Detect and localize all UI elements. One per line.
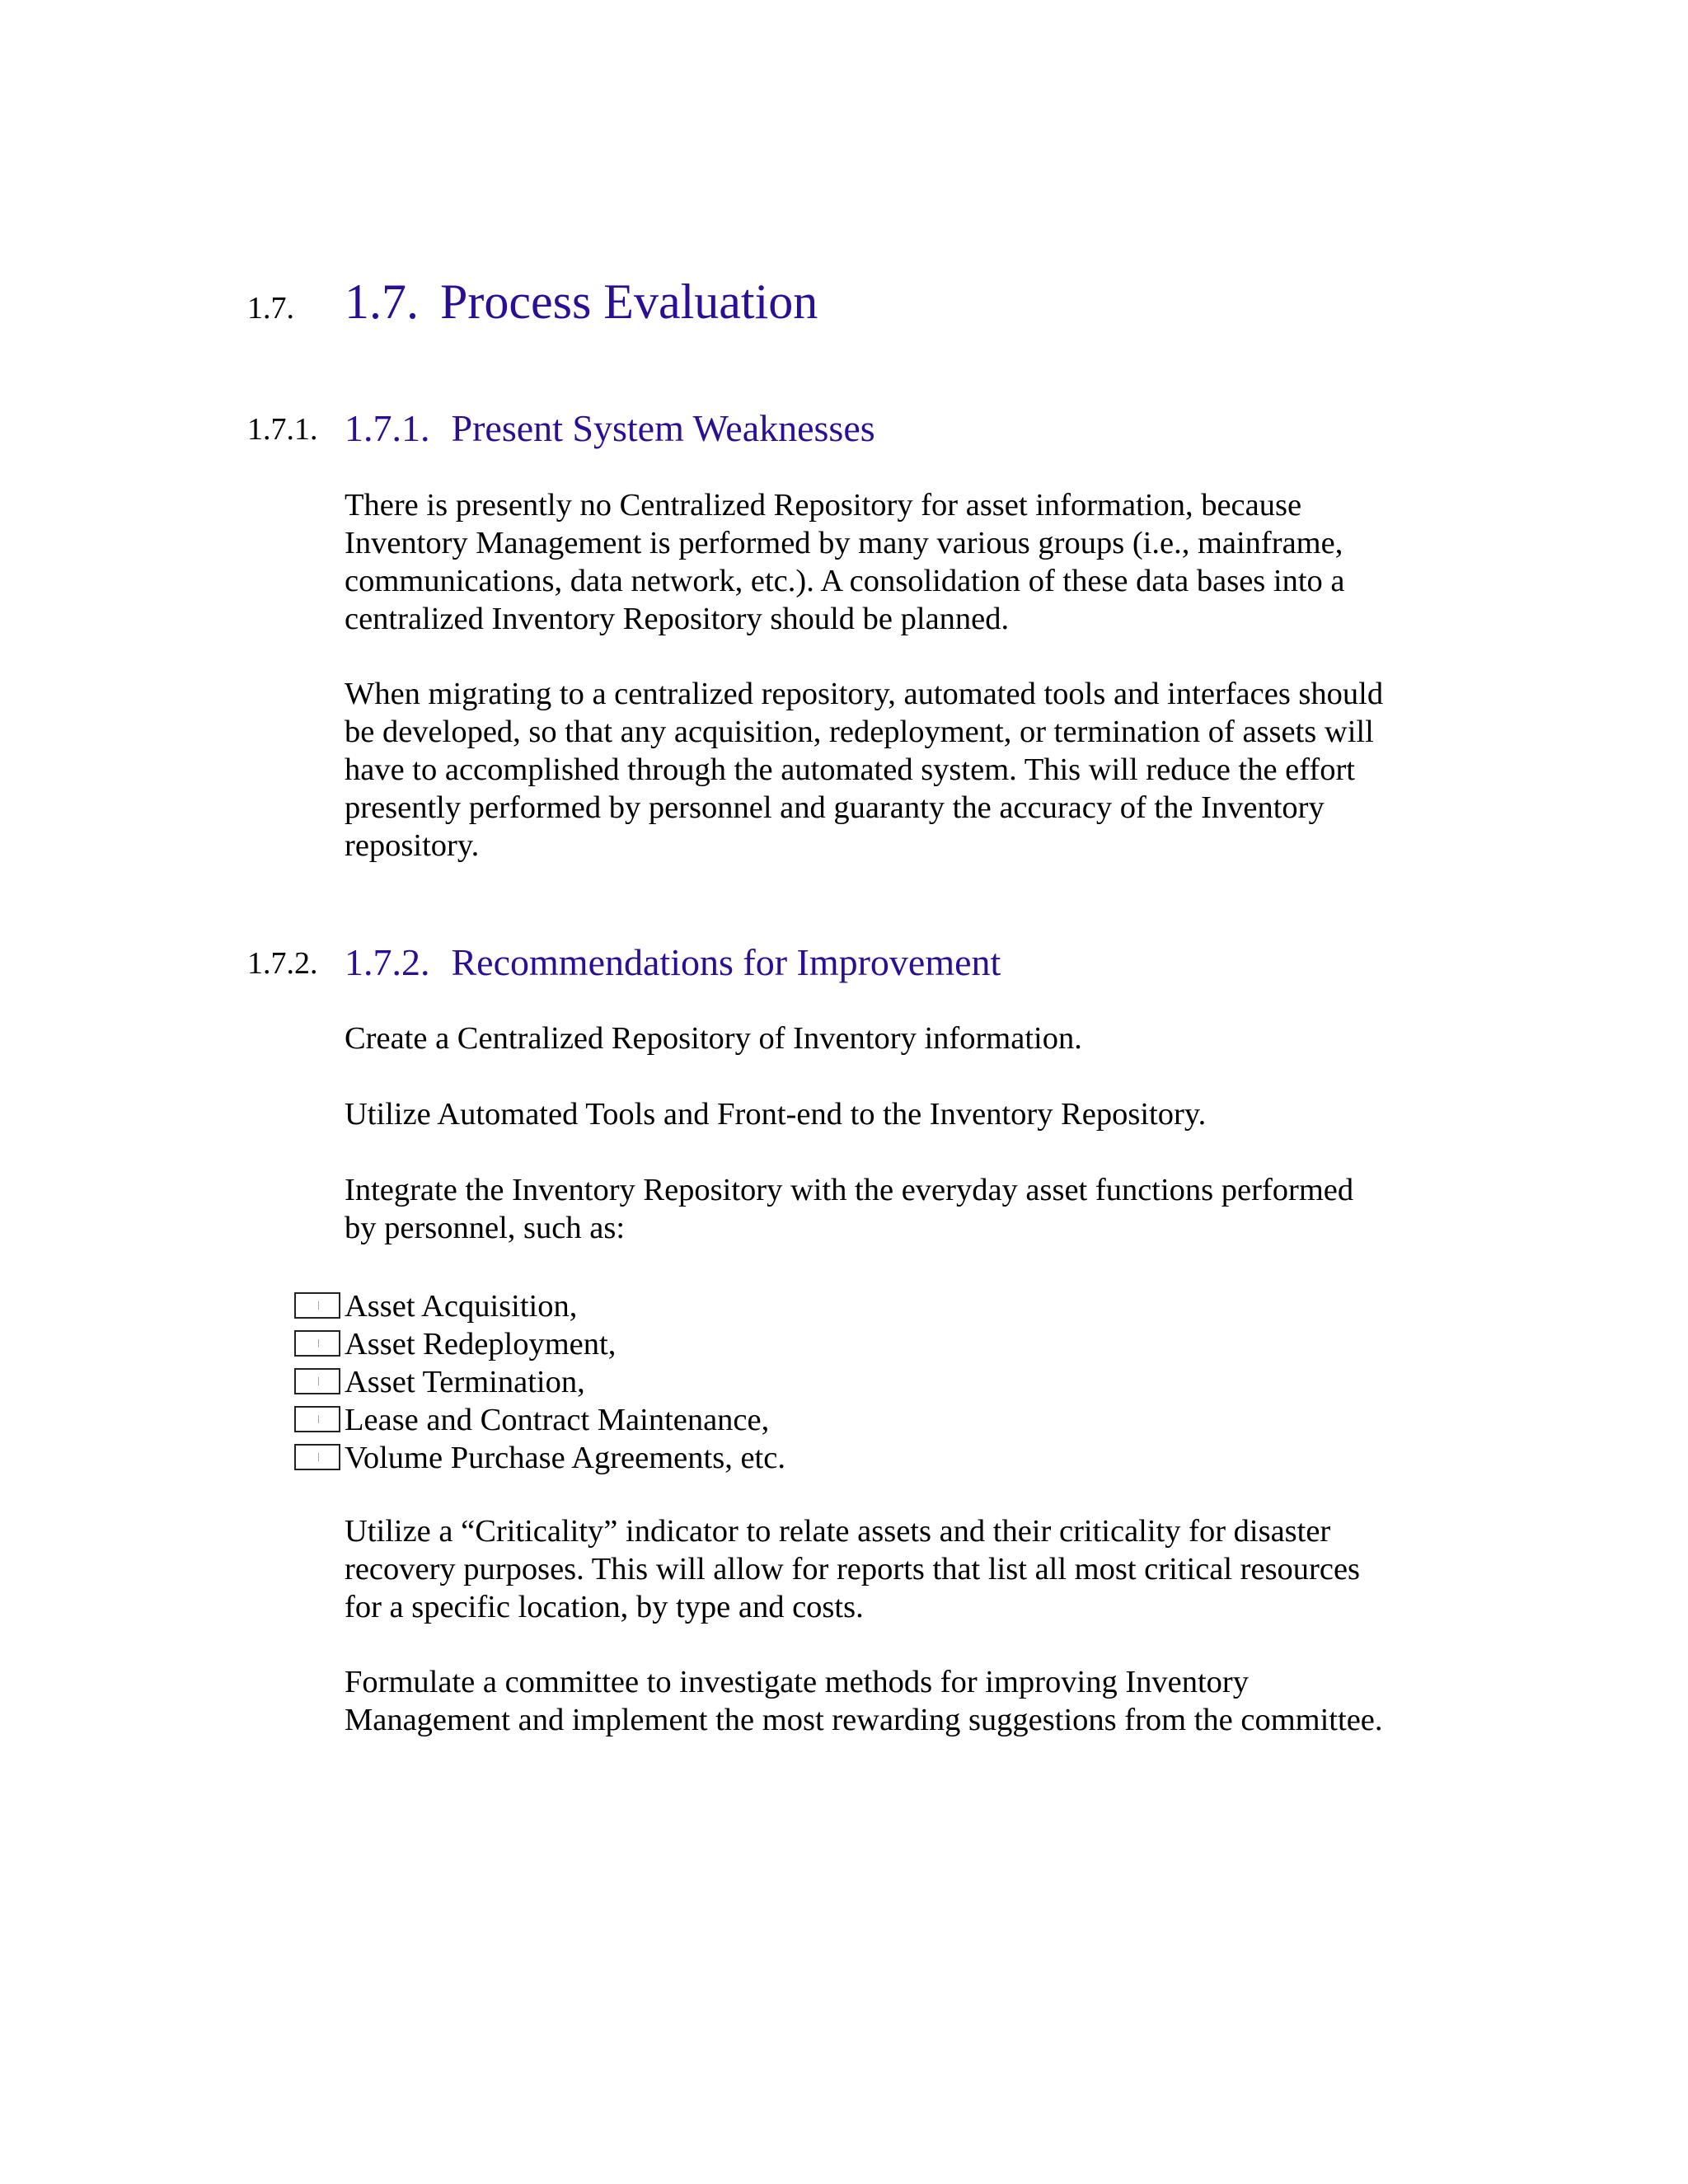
- recommendation-paragraph-5: Formulate a committee to investigate methods for improving Inventory Management and implement the most rewarding suggestions from the committee.: [345, 1665, 1383, 1737]
- section-heading-process-evaluation: [345, 274, 818, 329]
- subsection-number: 1.7.2.: [345, 941, 430, 983]
- recommendation-paragraph-3: Integrate the Inventory Repository with the everyday asset functions performed by personnel, such as:: [345, 1173, 1354, 1245]
- recommendation-paragraph-2: Utilize Automated Tools and Front-end to the Inventory Repository.: [345, 1097, 1207, 1132]
- bullet-box-icon: [294, 1406, 340, 1432]
- weaknesses-paragraph-2: When migrating to a centralized repository, automated tools and interfaces should be developed, so that any acquisition, redeployment, or termination of assets will have to accomplished through the automated system. This will reduce the effort presently performed by personnel and guaranty the accuracy of the Inventory repository.: [345, 677, 1384, 863]
- recommendation-paragraph-1: Create a Centralized Repository of Inventory information.: [345, 1021, 1082, 1056]
- document-page: 1.7. 1.7. Process Evaluation 1.7.1. 1.7.1. Present System Weaknesses There is presently no Centralized Repository for asset information, because Inventory Management is performed by many various groups (i.e., mainframe, communications, data network, etc.). A consolidation of these data bases into a centralized Inventory Repository should be planned. When migrating to a centralized repository, automated tools and interfaces should be developed, so that any acquisition, redeployment, or termination of assets will have to accomplished through the automated system. This will reduce the effort presently performed by personnel and guaranty the accuracy of the Inventory repository. 1.7.2. 1.7.2. Recommendations for Improvement Create a Centralized Repository of Inventory information. Utilize Automated Tools and Front-end to the Inventory Repository. Integrate the Inventory Repository with the everyday asset functions performed by personnel, such as: Asset Acquisition, Asset Redeployment, Asset Termination, Lease and Contract Maintenance, Volume Purchase Agreements, etc. Utilize a “Criticality” indicator to relate assets and their criticality for disaster recovery purposes. This will allow for reports that list all most critical resources for a specific location, by type and costs. Formulate a committee to investigate methods for improving Inventory Management and implement the most rewarding suggestions from the committee.: [0, 0, 1688, 2184]
- subsection-heading-present-system-weaknesses: [345, 407, 875, 449]
- recommendation-paragraph-4: Utilize a “Criticality” indicator to relate assets and their criticality for disaster recovery purposes. This will allow for reports that list all most critical resources for a specific location, by type and costs.: [345, 1514, 1361, 1624]
- section-number: 1.7.: [345, 274, 419, 329]
- bullet-box-icon: [294, 1368, 340, 1394]
- subsection-heading-recommendations: [345, 941, 1001, 983]
- weaknesses-paragraph-1: There is presently no Centralized Repository for asset information, because Inventory Management is performed by many various groups (i.e., mainframe, communications, data network, etc.). A consolidation of these data bases into a centralized Inventory Repository should be planned.: [345, 488, 1345, 636]
- bullet-box-icon: [294, 1444, 340, 1470]
- subsection-title: Recommendations for Improvement: [451, 941, 1001, 983]
- margin-section-number: 1.7.: [247, 291, 294, 326]
- margin-subsection-number: 1.7.2.: [247, 946, 318, 981]
- subsection-title: Present System Weaknesses: [451, 407, 875, 449]
- section-title: Process Evaluation: [440, 274, 818, 329]
- bullet-box-icon: [294, 1330, 340, 1357]
- bullet-box-icon: [294, 1292, 340, 1319]
- subsection-number: 1.7.1.: [345, 407, 430, 449]
- margin-subsection-number: 1.7.1.: [247, 412, 318, 447]
